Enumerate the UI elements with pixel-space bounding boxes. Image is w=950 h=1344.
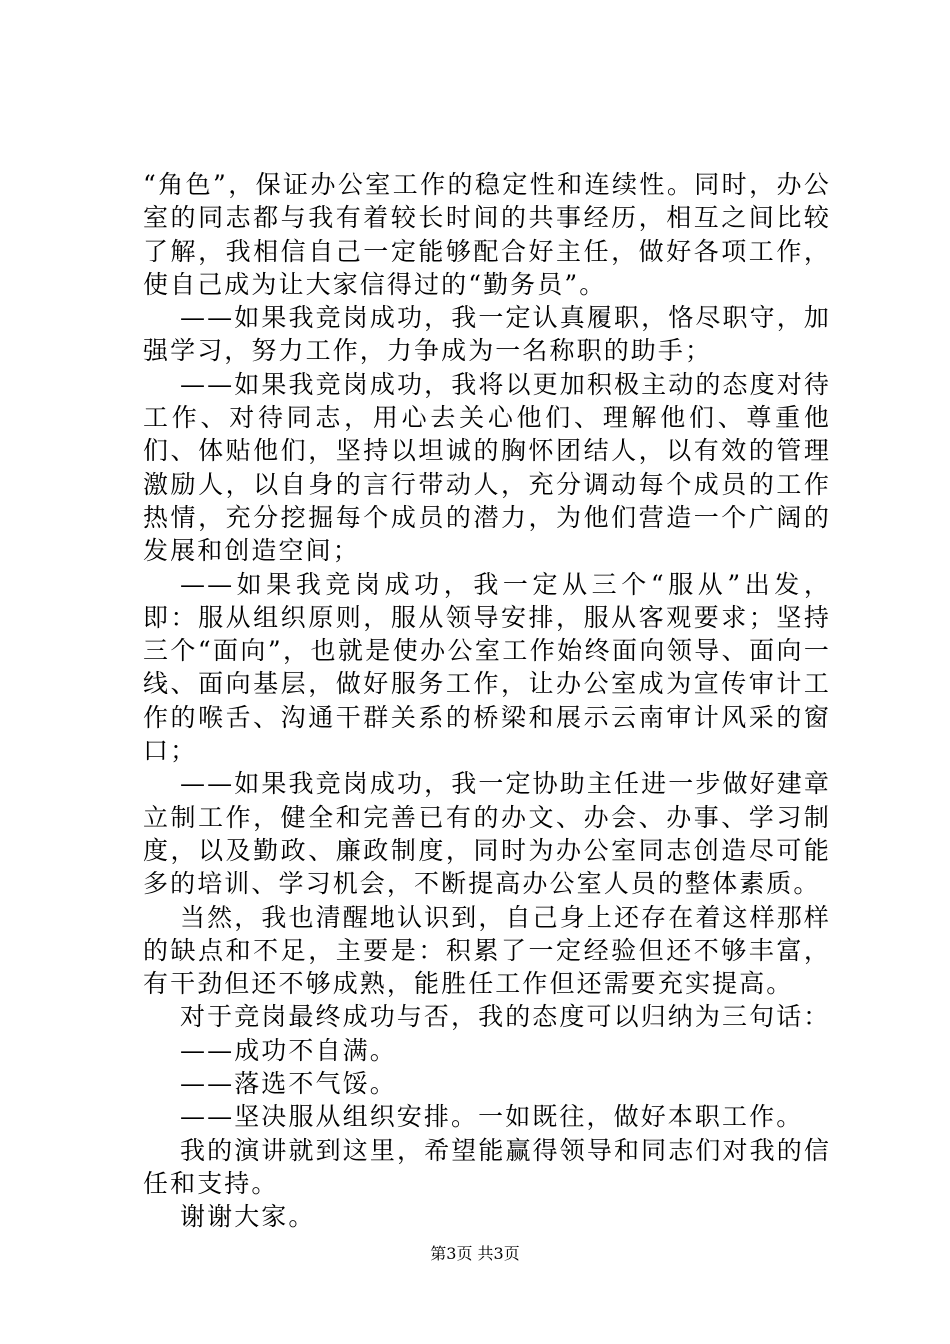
paragraph-pledge-1: ——如果我竞岗成功，我一定认真履职，恪尽职守，加强学习，努力工作，力争成为一名称职的助手； (143, 303, 831, 366)
paragraph-continuation: “角色”，保证办公室工作的稳定性和连续性。同时，办公室的同志都与我有着较长时间的共事经历，相互之间比较了解，我相信自己一定能够配合好主任，做好各项工作，使自己成为让大家信得过的“勤务员”。 (143, 170, 831, 299)
paragraph-pledge-3: ——如果我竞岗成功，我一定从三个“服从”出发，即：服从组织原则，服从领导安排，服从客观要求；坚持三个“面向”，也就是使办公室工作始终面向领导、面向一线、面向基层，做好服务工作，让办公室成为宣传审计工作的喉舌、沟通干群关系的桥梁和展示云南审计风采的窗口； (143, 569, 831, 766)
paragraph-attitude: 对于竞岗最终成功与否，我的态度可以归纳为三句话： (180, 1002, 831, 1032)
paragraph-thanks: 谢谢大家。 (180, 1202, 316, 1232)
paragraph-shortcomings: 当然，我也清醒地认识到，自己身上还存在着这样那样的缺点和不足，主要是：积累了一定经验但还不够丰富，有干劲但还不够成熟，能胜任工作但还需要充实提高。 (143, 902, 831, 999)
paragraph-pledge-4: ——如果我竞岗成功，我一定协助主任进一步做好建章立制工作，健全和完善已有的办文、办会、办事、学习制度，以及勤政、廉政制度，同时为办公室同志创造尽可能多的培训、学习机会，不断提高办公室人员的整体素质。 (143, 769, 831, 899)
paragraph-attitude-2: ——落选不气馁。 (180, 1069, 397, 1099)
paragraph-closing: 我的演讲就到这里，希望能赢得领导和同志们对我的信任和支持。 (143, 1135, 831, 1198)
paragraph-attitude-3: ——坚决服从组织安排。一如既往，做好本职工作。 (180, 1102, 804, 1132)
paragraph-pledge-2: ——如果我竞岗成功，我将以更加积极主动的态度对待工作、对待同志，用心去关心他们、理解他们、尊重他们、体贴他们，坚持以坦诚的胸怀团结人，以有效的管理激励人，以自身的言行带动人，充分调动每个成员的工作热情，充分挖掘每个成员的潜力，为他们营造一个广阔的发展和创造空间； (143, 369, 831, 566)
document-body (143, 168, 831, 1234)
paragraph-attitude-1: ——成功不自满。 (180, 1035, 397, 1065)
page-footer: 第3页 共3页 (430, 1244, 520, 1263)
